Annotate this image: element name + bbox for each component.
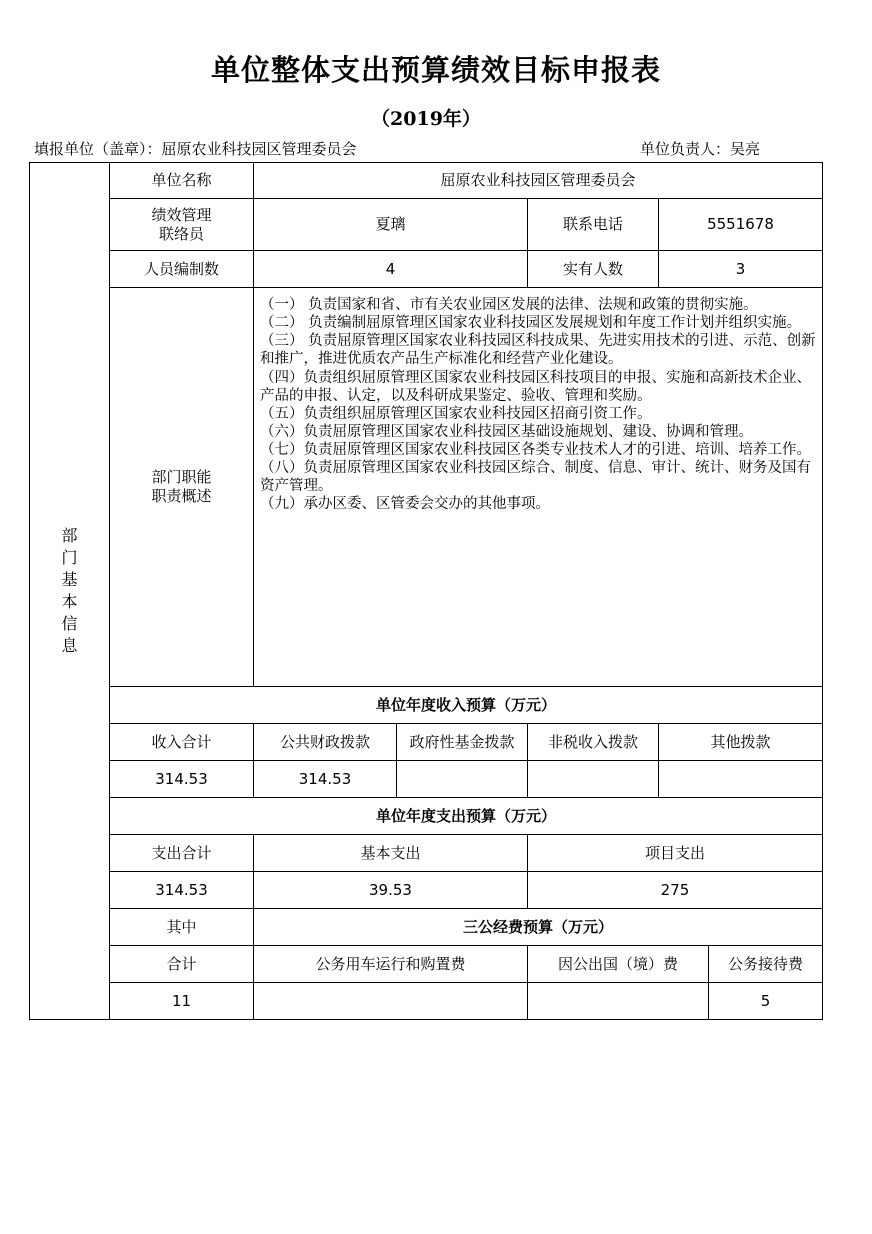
staff-quota-label: 人员编制数 [110,251,254,288]
duties-label: 部门职能 职责概述 [110,288,254,687]
duty-item: （五）负责组织屈原管理区国家农业科技园区招商引资工作。 [260,405,652,422]
sangong-header: 合计 [110,946,254,983]
sangong-header: 公务用车运行和购置费 [254,946,528,983]
side-label: 部门基本信息 [61,526,78,655]
duty-item: （七）负责屈原管理区国家农业科技园区各类专业技术人才的引进、培训、培养工作。 [260,442,811,458]
income-section-title: 单位年度收入预算（万元） [110,687,823,724]
duty-item: （八）负责屈原管理区国家农业科技园区综合、制度、信息、审计、统计、财务及国有资产管理。 [260,460,811,495]
staff-quota-value: 4 [254,251,528,288]
page-title: 单位整体支出预算绩效目标申报表 [210,53,661,87]
expense-header: 项目支出 [528,835,823,872]
duty-item: （六）负责屈原管理区国家农业科技园区基础设施规划、建设、协调和管理。 [260,423,753,440]
expense-value: 314.53 [110,872,254,909]
income-header: 其他拨款 [659,724,823,761]
income-value: 314.53 [110,761,254,798]
expense-value: 39.53 [254,872,528,909]
duty-item: （二） 负责编制屈原管理区国家农业科技园区发展规划和年度工作计划并组织实施。 [260,315,802,332]
expense-section-title: 单位年度支出预算（万元） [110,798,823,835]
sangong-value: 11 [110,983,254,1020]
income-value [659,761,823,798]
income-header: 收入合计 [110,724,254,761]
staff-actual-value: 3 [659,251,823,288]
contact-value: 夏璃 [254,199,528,251]
income-value [397,761,528,798]
income-value [528,761,659,798]
income-header: 非税收入拨款 [528,724,659,761]
phone-label: 联系电话 [528,199,659,251]
sangong-header: 公务接待费 [709,946,823,983]
sangong-header: 因公出国（境）费 [528,946,709,983]
income-value: 314.53 [254,761,397,798]
year-subtitle: （2019年） [371,108,481,130]
income-header: 公共财政拨款 [254,724,397,761]
side-label-cell [30,163,110,1020]
duty-item: （四）负责组织屈原管理区国家农业科技园区科技项目的申报、实施和高新技术企业、产品的申报、认定，以及科研成果鉴定、验收、管理和奖励。 [260,369,811,404]
sangong-value [528,983,709,1020]
unit-name-label: 单位名称 [110,163,254,199]
unit-name-value: 屈原农业科技园区管理委员会 [254,163,823,199]
of-which-label: 其中 [110,909,254,946]
duty-item: （一） 负责国家和省、市有关农业园区发展的法律、法规和政策的贯彻实施。 [260,297,758,313]
expense-header: 基本支出 [254,835,528,872]
staff-actual-label: 实有人数 [528,251,659,288]
contact-label: 绩效管理 联络员 [110,199,254,251]
duty-item: （九）承办区委、区管委会交办的其他事项。 [260,496,550,513]
sangong-value [254,983,528,1020]
expense-header: 支出合计 [110,835,254,872]
income-header: 政府性基金拨款 [397,724,528,761]
duty-item: （三） 负责屈原管理区国家农业科技园区科技成果、先进实用技术的引进、示范、创新和推广，推进优质农产品生产标准化和经营产业化建设。 [260,333,816,368]
duties-text [254,288,823,687]
sangong-value: 5 [709,983,823,1020]
unit-leader-label: 单位负责人：吴亮 [640,140,761,158]
expense-value: 275 [528,872,823,909]
phone-value: 5551678 [659,199,823,251]
declaration-table [29,162,823,1020]
fill-unit-label: 填报单位（盖章）：屈原农业科技园区管理委员会 [34,140,357,158]
sangong-section-title: 三公经费预算（万元） [254,909,823,946]
